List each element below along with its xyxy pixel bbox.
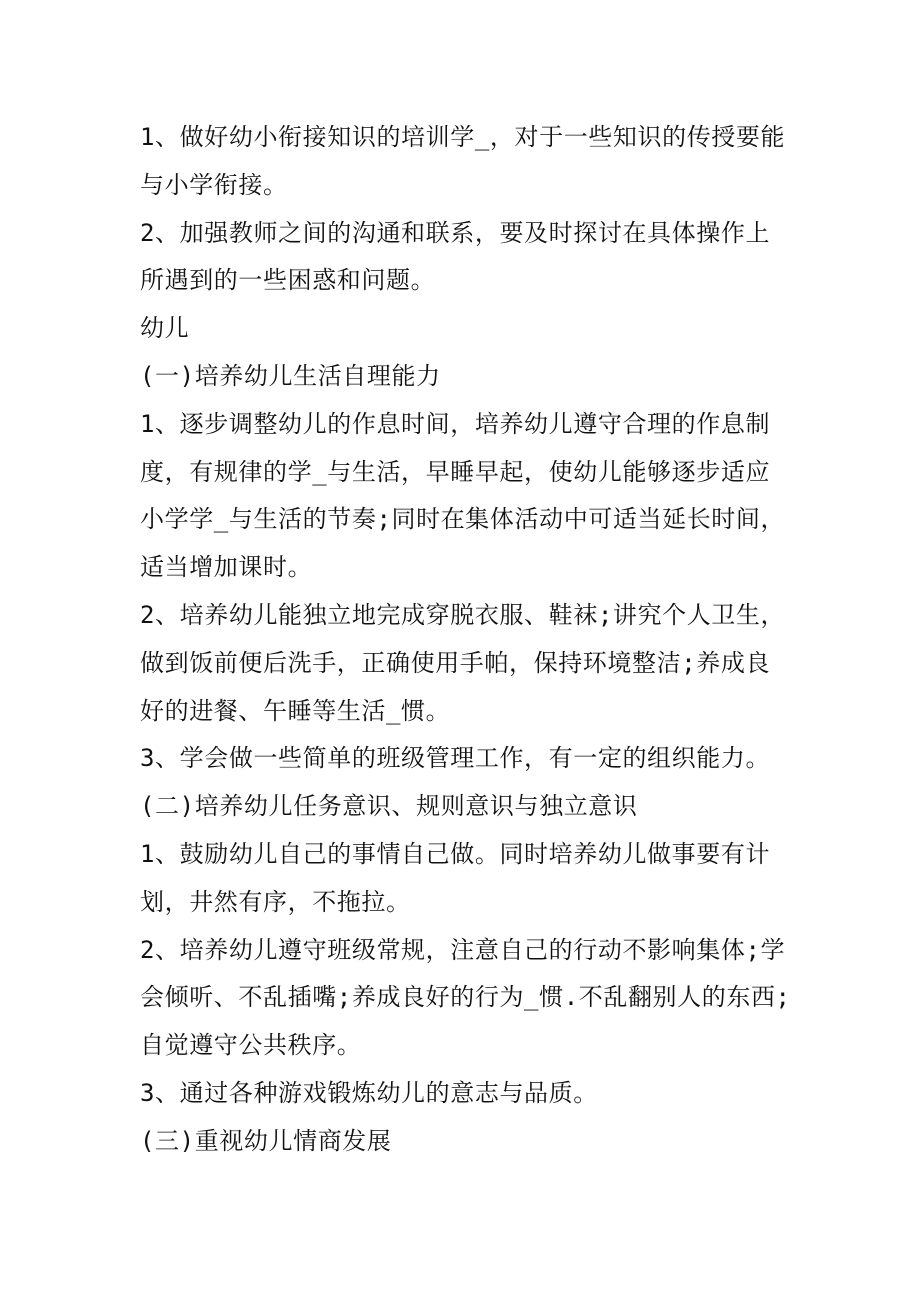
paragraph-line: 1、鼓励幼儿自己的事情自己做。同时培养幼儿做事要有计: [140, 839, 771, 868]
paragraph-line: 2、培养幼儿遵守班级常规，注意自己的行动不影响集体;学: [140, 935, 786, 964]
paragraph-line: 2、培养幼儿能独立地完成穿脱衣服、鞋袜;讲究个人卫生，: [140, 600, 786, 629]
paragraph-line: 适当增加课时。: [140, 553, 313, 582]
section-heading: 幼儿: [140, 314, 190, 343]
paragraph-line: 好的进餐、午睡等生活_惯。: [140, 696, 451, 725]
paragraph-line: 所遇到的一些困惑和问题。: [140, 266, 436, 295]
subsection-heading: (二)培养幼儿任务意识、规则意识与独立意识: [140, 792, 638, 821]
paragraph-line: 1、做好幼小衔接知识的培训学_，对于一些知识的传授要能: [140, 123, 786, 151]
paragraph-line: 3、通过各种游戏锻炼幼儿的意志与品质。: [140, 1078, 598, 1107]
paragraph-line: 自觉遵守公共秩序。: [140, 1031, 362, 1060]
paragraph-line: 做到饭前便后洗手，正确使用手帕，保持环境整洁;养成良: [140, 648, 771, 677]
paragraph-line: 3、学会做一些简单的班级管理工作，有一定的组织能力。: [140, 744, 771, 773]
paragraph-line: 与小学衔接。: [140, 170, 288, 199]
paragraph-line: 会倾听、不乱插嘴;养成良好的行为_惯.不乱翻别人的东西;: [140, 983, 791, 1012]
document-body: [140, 114, 800, 1166]
subsection-heading: (一)培养幼儿生活自理能力: [140, 361, 441, 390]
paragraph-line: 1、逐步调整幼儿的作息时间，培养幼儿遵守合理的作息制: [140, 409, 771, 438]
paragraph-line: 2、加强教师之间的沟通和联系，要及时探讨在具体操作上: [140, 218, 771, 247]
subsection-heading: (三)重视幼儿情商发展: [140, 1126, 392, 1155]
paragraph-line: 度，有规律的学_与生活，早睡早起，使幼儿能够逐步适应: [140, 457, 771, 486]
paragraph-line: 小学学_与生活的节奏;同时在集体活动中可适当延长时间，: [140, 505, 786, 534]
paragraph-line: 划，井然有序，不拖拉。: [140, 887, 411, 916]
